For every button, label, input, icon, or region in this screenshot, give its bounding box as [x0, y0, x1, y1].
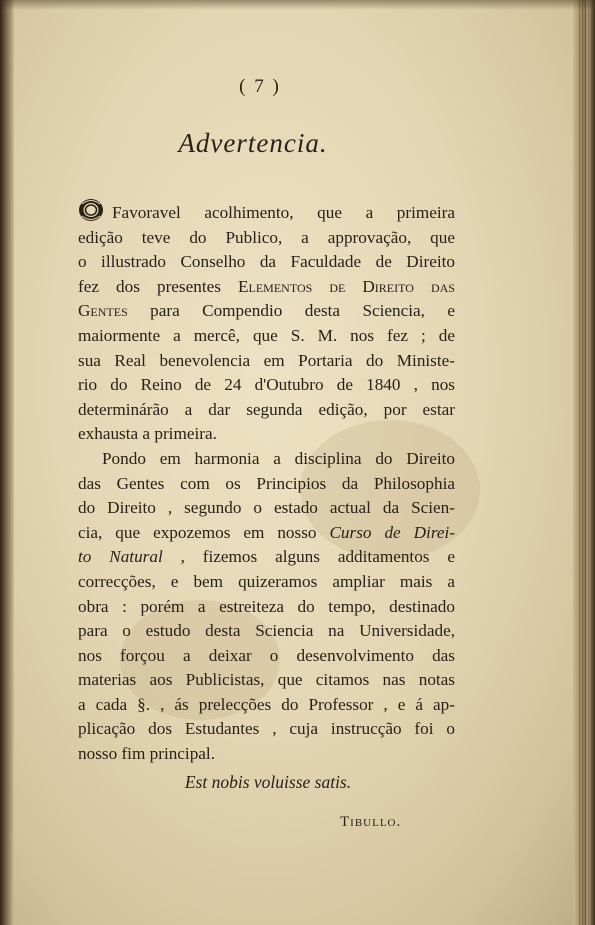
text-line: sua Real benevolencia em Portaria do Ministe-: [78, 350, 455, 370]
text-line: edição teve do Publico, a approvação, que: [78, 227, 455, 247]
line-text-end: para Compendio desta Sciencia, e: [127, 301, 455, 321]
text-line: [78, 545, 455, 570]
epigraph: Est nobis voluisse satis.: [184, 772, 352, 792]
text-line: maiormente a mercê, que S. M. nos fez ; de: [78, 325, 455, 345]
text-line: rio do Reino de 24 d'Outubro de 1840 , nos: [78, 375, 455, 395]
page-heading: Advertencia.: [178, 128, 328, 158]
text-line: [78, 198, 455, 226]
body-text: [78, 198, 455, 767]
signature: Tibullo.: [340, 814, 402, 830]
text-line: do Direito , segundo o estado actual da Scien-: [78, 498, 455, 518]
text-line: obra : porém a estreiteza do tempo, destinado: [78, 596, 455, 616]
ornamental-initial-o-icon: [78, 198, 104, 222]
line-text-end: , fizemos alguns additamentos e: [162, 547, 455, 567]
text-line: [78, 275, 455, 300]
text-line: o illustrado Conselho da Faculdade de Direito: [78, 252, 455, 272]
text-line: materias aos Publicistas, que citamos nas notas: [78, 670, 455, 690]
italic-title: to Natural: [78, 547, 163, 567]
line-text-start: cia, que expozemos em nosso: [78, 522, 330, 542]
text-line: para o estudo desta Sciencia na Universidade,: [78, 621, 455, 641]
text-line: Pondo em harmonia a disciplina do Direito: [102, 448, 455, 468]
line-text-start: fez dos presentes: [78, 276, 238, 296]
text-line: a cada §. , ás prelecções do Professor , e á ap-: [78, 694, 455, 714]
text-line: plicação dos Estudantes , cuja instrucção foi o: [78, 719, 455, 739]
text-line: nosso fim principal.: [78, 744, 216, 764]
text-line: nos forçou a deixar o desenvolvimento das: [78, 645, 455, 665]
text-line: determinárão a dar segunda edição, por estar: [78, 399, 455, 419]
text-line: exhausta a primeira.: [78, 424, 217, 444]
page-number: ( 7 ): [239, 76, 281, 97]
text-line: das Gentes com os Principios da Philosophia: [78, 473, 455, 493]
text-line: correcções, e bem quizeramos ampliar mais a: [78, 571, 455, 591]
text-line: [78, 299, 455, 324]
italic-title: Curso de Direi-: [329, 522, 455, 542]
small-caps-title: Gentes: [78, 301, 128, 321]
small-caps-title: Elementos de Direito das: [238, 276, 455, 296]
text-line: [78, 521, 455, 546]
line-text: Favoravel acolhimento, que a primeira: [112, 203, 455, 222]
